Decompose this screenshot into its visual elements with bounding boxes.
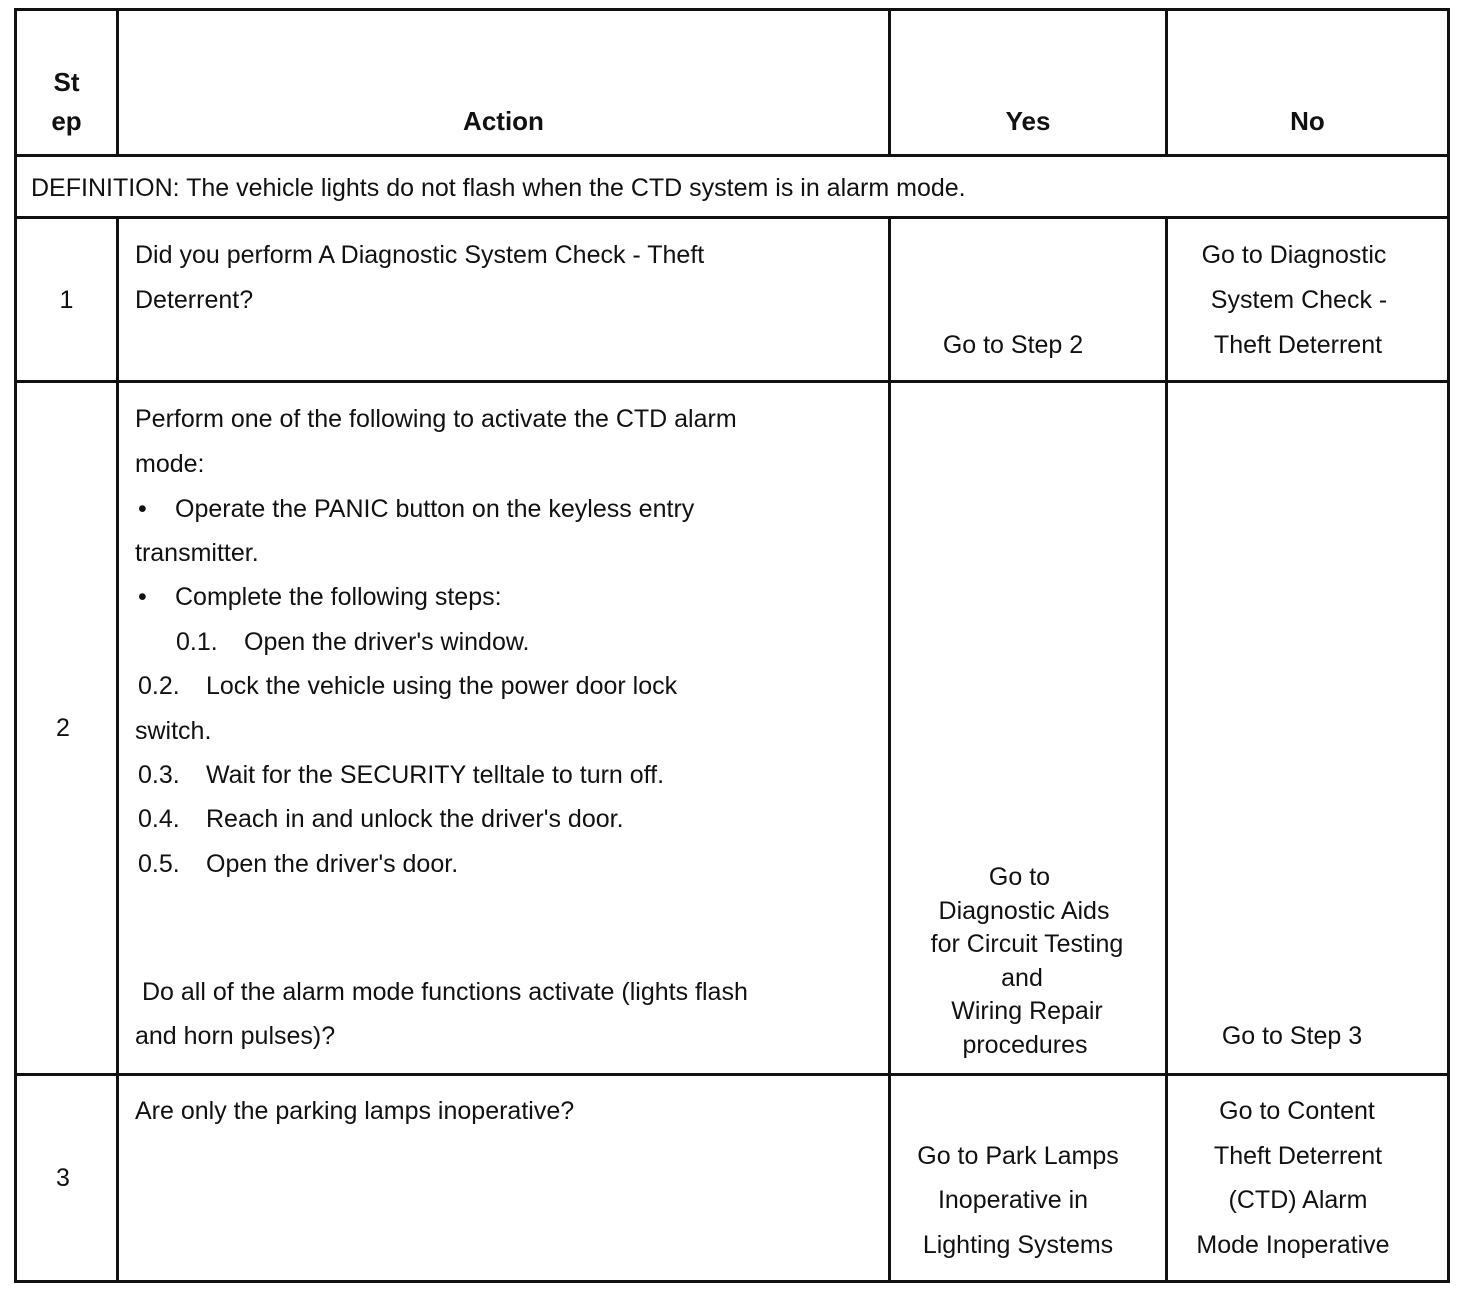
rule-col-action-lower bbox=[888, 216, 891, 1283]
diagnostic-table bbox=[14, 8, 1450, 1283]
row2-substep-num-2: 0.2. bbox=[138, 672, 180, 700]
rule-row1-bottom bbox=[14, 380, 1450, 383]
row2-bullet-2: • bbox=[138, 583, 147, 611]
row3-yes-line-1: Go to Park Lamps bbox=[917, 1142, 1119, 1170]
row3-action: Are only the parking lamps inoperative? bbox=[135, 1097, 575, 1125]
header-step bbox=[17, 63, 116, 141]
rule-right bbox=[1447, 8, 1450, 1283]
row2-action-line-4: transmitter. bbox=[135, 539, 259, 567]
row2-substep-2-cont: switch. bbox=[135, 717, 212, 745]
row2-yes-line-1: Go to bbox=[988, 863, 1051, 891]
row2-substep-num-1: 0.1. bbox=[176, 628, 218, 656]
row2-yes bbox=[891, 861, 1163, 1062]
row2-substep-3: Wait for the SECURITY telltale to turn off. bbox=[206, 761, 665, 789]
row3-no-line-1: Go to Content bbox=[1219, 1097, 1375, 1125]
row2-yes-line-4: and bbox=[1001, 963, 1043, 992]
row3-yes-line-2: Inoperative in bbox=[937, 1186, 1089, 1214]
row2-question-line-1: Do all of the alarm mode functions activate (lights flash bbox=[142, 978, 748, 1006]
header-no: No bbox=[1290, 106, 1325, 136]
row2-no: Go to Step 3 bbox=[1221, 1022, 1363, 1050]
definition-text: DEFINITION: The vehicle lights do not flash when the CTD system is in alarm mode. bbox=[31, 174, 966, 202]
rule-left bbox=[14, 8, 17, 1283]
row2-step: 2 bbox=[56, 714, 70, 742]
row2-action-line-2: mode: bbox=[135, 450, 205, 478]
row2-action-line-1: Perform one of the following to activate the CTD alarm bbox=[135, 405, 737, 433]
row2-bullet-1: • bbox=[138, 495, 147, 523]
header-step-line-2: ep bbox=[51, 106, 82, 136]
row1-action-line-1: Did you perform A Diagnostic System Check - Theft bbox=[135, 241, 705, 269]
row2-substep-5: Open the driver's door. bbox=[206, 850, 459, 878]
row2-substep-1: Open the driver's window. bbox=[244, 628, 530, 656]
header-yes: Yes bbox=[1005, 106, 1051, 136]
row2-substep-num-4: 0.4. bbox=[138, 805, 180, 833]
row2-substep-2: Lock the vehicle using the power door lock bbox=[206, 672, 678, 700]
row3-yes-line-3: Lighting Systems bbox=[922, 1231, 1114, 1259]
row1-no-line-2: System Check - bbox=[1210, 286, 1388, 314]
header-step-line-1: St bbox=[53, 67, 80, 97]
row3-step: 3 bbox=[56, 1164, 70, 1192]
row3-no-line-4: Mode Inoperative bbox=[1196, 1231, 1390, 1259]
rule-row2-bottom bbox=[14, 1073, 1450, 1076]
row2-action-line-5: Complete the following steps: bbox=[175, 583, 502, 611]
row1-step: 1 bbox=[59, 286, 74, 314]
row2-action-line-3: Operate the PANIC button on the keyless entry bbox=[175, 495, 695, 523]
row1-yes: Go to Step 2 bbox=[942, 331, 1084, 359]
row2-substep-num-3: 0.3. bbox=[138, 761, 180, 789]
row3-no-line-2: Theft Deterrent bbox=[1213, 1142, 1383, 1170]
row1-no-line-1: Go to Diagnostic bbox=[1201, 241, 1387, 269]
rule-top bbox=[14, 8, 1450, 11]
row1-no-line-3: Theft Deterrent bbox=[1213, 331, 1383, 359]
row2-yes-line-6: procedures bbox=[962, 1030, 1088, 1059]
row2-question-line-2: and horn pulses)? bbox=[135, 1022, 336, 1050]
row2-substep-num-5: 0.5. bbox=[138, 850, 180, 878]
header-action: Action bbox=[463, 106, 544, 136]
row2-yes-line-2: Diagnostic Aids bbox=[938, 896, 1110, 925]
rule-bottom bbox=[14, 1280, 1450, 1283]
rule-definition-bottom bbox=[14, 216, 1450, 219]
row2-yes-line-3: for Circuit Testing bbox=[930, 930, 1124, 958]
rule-col-step-lower bbox=[116, 216, 119, 1283]
row1-action-line-2: Deterrent? bbox=[135, 286, 254, 314]
row3-no-line-3: (CTD) Alarm bbox=[1228, 1186, 1368, 1214]
row2-substep-4: Reach in and unlock the driver's door. bbox=[206, 805, 624, 833]
rule-header-bottom bbox=[14, 154, 1450, 157]
row2-yes-line-5: Wiring Repair bbox=[951, 997, 1103, 1025]
